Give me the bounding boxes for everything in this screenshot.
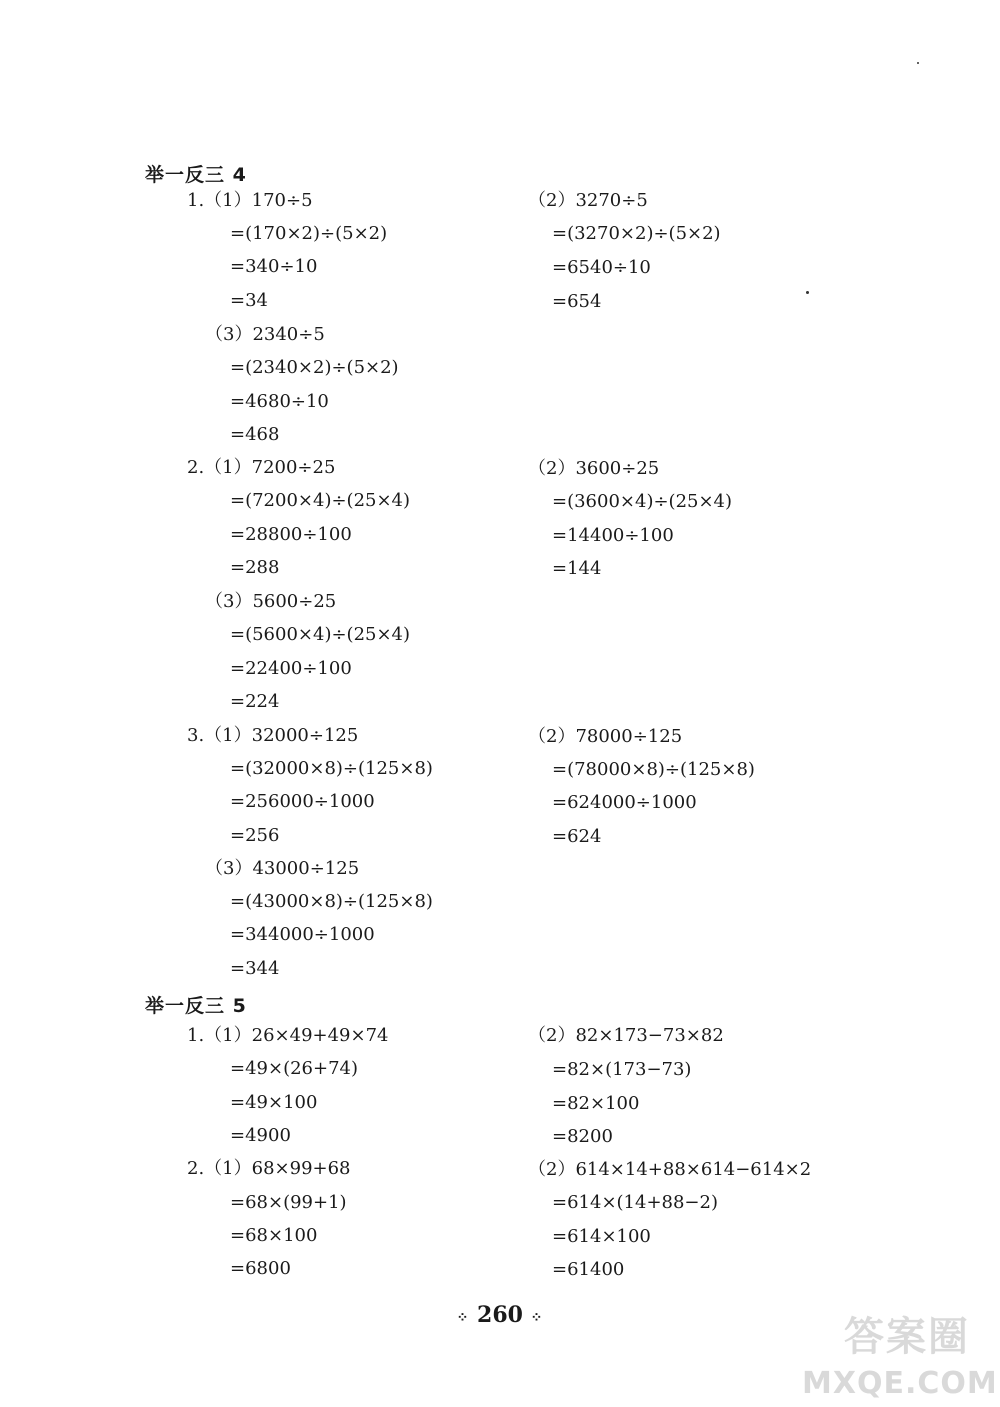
decorative-dots-icon: ⁘ [530, 1310, 544, 1326]
problem-line: =256000÷1000 [230, 791, 375, 812]
problem-line: =344000÷1000 [230, 924, 375, 945]
problem-line: =654 [552, 291, 602, 312]
problem-line: =(2340×2)÷(5×2) [230, 357, 399, 378]
decorative-dots-icon: ⁘ [456, 1310, 470, 1326]
problem-line: （3）5600÷25 [205, 591, 337, 612]
problem-line: =49×100 [230, 1092, 318, 1113]
problem-line: =14400÷100 [552, 525, 674, 546]
page-number-text: 260 [477, 1302, 523, 1328]
problem-line: =22400÷100 [230, 658, 352, 679]
watermark-text: MXQE.COM [802, 1366, 998, 1401]
problem-line: =4680÷10 [230, 391, 329, 412]
problem-line: =(5600×4)÷(25×4) [230, 624, 411, 645]
problem-line: =28800÷100 [230, 524, 352, 545]
problem-line: =(78000×8)÷(125×8) [552, 759, 755, 780]
problem-line: =624 [552, 826, 602, 847]
problem-line: 2.（1）7200÷25 [187, 457, 336, 478]
problem-line: 2.（1）68×99+68 [187, 1158, 351, 1179]
problem-line: =(3600×4)÷(25×4) [552, 491, 733, 512]
problem-line: =61400 [552, 1259, 625, 1280]
problem-line: 3.（1）32000÷125 [187, 725, 359, 746]
scan-speck [806, 291, 809, 294]
problem-line: =82×(173−73) [552, 1059, 692, 1080]
problem-line: =614×100 [552, 1226, 651, 1247]
problem-line: =288 [230, 557, 280, 578]
problem-line: =8200 [552, 1126, 613, 1147]
problem-line: =(32000×8)÷(125×8) [230, 758, 433, 779]
problem-line: =34 [230, 290, 268, 311]
problem-line: （3）43000÷125 [205, 858, 360, 879]
problem-line: =(43000×8)÷(125×8) [230, 891, 433, 912]
problem-line: =(170×2)÷(5×2) [230, 223, 388, 244]
watermark-logo [802, 1301, 998, 1401]
problem-line: =614×(14+88−2) [552, 1192, 718, 1213]
problem-line: （2）78000÷125 [528, 726, 683, 747]
problem-line: =49×(26+74) [230, 1058, 359, 1079]
problem-line: =256 [230, 825, 280, 846]
problem-line: （3）2340÷5 [205, 324, 325, 345]
problem-line: =6800 [230, 1258, 291, 1279]
section-heading: 举一反三 4 [145, 164, 247, 186]
problem-line: =224 [230, 691, 280, 712]
problem-line: =82×100 [552, 1093, 640, 1114]
problem-line: （2）3270÷5 [528, 190, 648, 211]
section-heading: 举一反三 5 [145, 995, 247, 1017]
problem-line: （2）3600÷25 [528, 458, 660, 479]
problem-line: =468 [230, 424, 280, 445]
problem-line: =344 [230, 958, 280, 979]
scan-speck [917, 62, 919, 64]
problem-line: =340÷10 [230, 256, 318, 277]
watermark-mark: 答案圈 [844, 1314, 970, 1360]
problem-line: =4900 [230, 1125, 291, 1146]
problem-line: =6540÷10 [552, 257, 651, 278]
problem-line: 1.（1）170÷5 [187, 190, 313, 211]
problem-line: （2）614×14+88×614−614×2 [528, 1159, 812, 1180]
problem-line: =68×(99+1) [230, 1192, 347, 1213]
problem-line: =68×100 [230, 1225, 318, 1246]
problem-line: =144 [552, 558, 602, 579]
problem-line: =624000÷1000 [552, 792, 697, 813]
problem-line: =(7200×4)÷(25×4) [230, 490, 411, 511]
problem-line: 1.（1）26×49+49×74 [187, 1025, 389, 1046]
problem-line: （2）82×173−73×82 [528, 1025, 724, 1046]
problem-line: =(3270×2)÷(5×2) [552, 223, 721, 244]
